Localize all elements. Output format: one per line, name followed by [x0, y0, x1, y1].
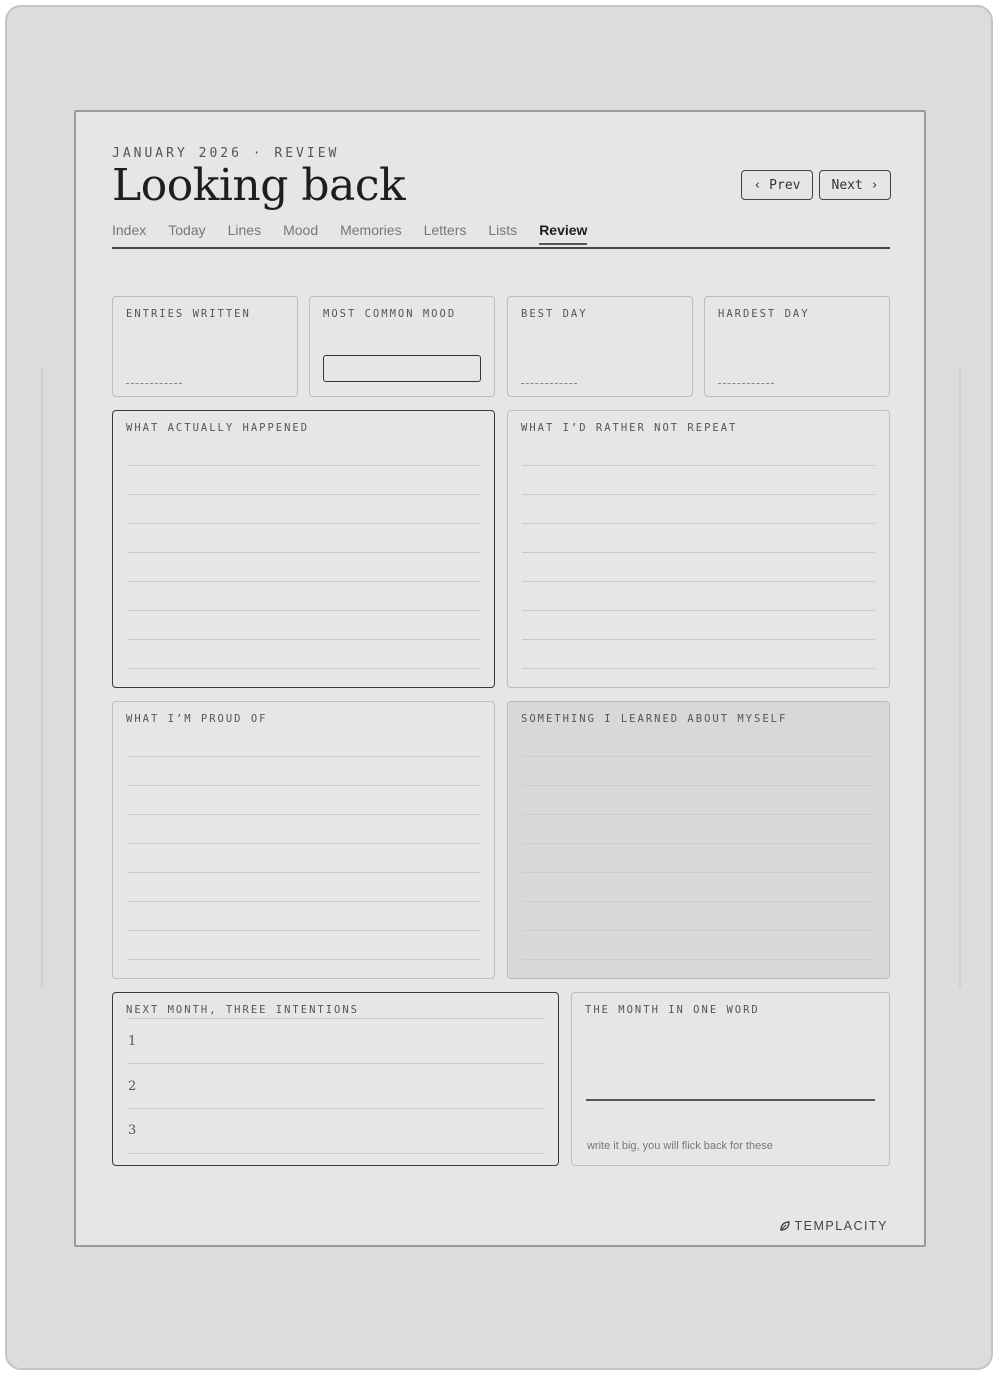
writing-line	[522, 901, 875, 902]
one-word-card[interactable]	[571, 992, 890, 1166]
writing-line	[522, 814, 875, 815]
writing-line	[127, 872, 480, 873]
stat-card-entries[interactable]	[112, 296, 298, 397]
intention-number-1: 1	[128, 1034, 137, 1049]
writing-line	[127, 959, 480, 960]
stat-label-hardest-day: HARDEST DAY	[718, 308, 810, 320]
writing-line	[127, 610, 480, 611]
entry-blank	[521, 383, 577, 384]
next-button[interactable]: Next ›	[819, 170, 891, 200]
writing-line	[127, 639, 480, 640]
page-eyebrow: JANUARY 2026 · REVIEW	[112, 146, 340, 161]
brand-name: TEMPLACITY	[794, 1219, 888, 1233]
writing-line	[522, 668, 875, 669]
writing-line	[127, 1018, 544, 1019]
prompt-label: WHAT I’M PROUD OF	[126, 713, 268, 725]
one-word-line	[586, 1099, 875, 1101]
stat-label-mood: MOST COMMON MOOD	[323, 308, 457, 320]
device-edge-left	[41, 367, 43, 987]
stat-label-best-day: BEST DAY	[521, 308, 588, 320]
stat-label-entries: ENTRIES WRITTEN	[126, 308, 251, 320]
writing-line	[522, 581, 875, 582]
writing-line	[522, 930, 875, 931]
writing-line	[127, 668, 480, 669]
tab-review[interactable]: Review	[539, 222, 587, 245]
tab-index[interactable]: Index	[112, 222, 147, 238]
intentions-label: NEXT MONTH, THREE INTENTIONS	[126, 1004, 360, 1016]
prompt-card-proud[interactable]	[112, 701, 495, 979]
stat-card-best-day[interactable]	[507, 296, 693, 397]
writing-line	[522, 756, 875, 757]
writing-line	[127, 1108, 544, 1109]
writing-line	[522, 785, 875, 786]
writing-line	[127, 756, 480, 757]
intention-number-3: 3	[128, 1123, 137, 1138]
tab-letters[interactable]: Letters	[423, 222, 467, 238]
prompt-card-not-repeat[interactable]	[507, 410, 890, 688]
writing-line	[522, 523, 875, 524]
mood-input-box[interactable]	[323, 355, 481, 382]
writing-line	[127, 930, 480, 931]
brand-logo	[779, 1219, 889, 1233]
stat-card-hardest-day[interactable]	[704, 296, 890, 397]
prompt-label: WHAT ACTUALLY HAPPENED	[126, 422, 310, 434]
writing-line	[522, 465, 875, 466]
writing-line	[127, 901, 480, 902]
prompt-label: SOMETHING I LEARNED ABOUT MYSELF	[521, 713, 788, 725]
tab-bar	[112, 222, 587, 245]
writing-line	[127, 814, 480, 815]
writing-line	[522, 959, 875, 960]
intentions-card[interactable]	[112, 992, 559, 1166]
writing-line	[127, 785, 480, 786]
writing-line	[127, 1153, 544, 1154]
stat-card-mood[interactable]	[309, 296, 495, 397]
writing-line	[522, 639, 875, 640]
page-title: Looking back	[112, 160, 406, 211]
tab-memories[interactable]: Memories	[340, 222, 402, 238]
writing-line	[127, 1063, 544, 1064]
tabs-divider	[112, 247, 890, 249]
writing-line	[522, 610, 875, 611]
writing-line	[522, 552, 875, 553]
one-word-hint: write it big, you will flick back for these	[587, 1140, 773, 1152]
entry-blank	[126, 383, 182, 384]
one-word-label: THE MONTH IN ONE WORD	[585, 1004, 760, 1016]
prompt-label: WHAT I’D RATHER NOT REPEAT	[521, 422, 738, 434]
writing-line	[522, 494, 875, 495]
leaf-icon	[779, 1220, 791, 1232]
device-edge-right	[959, 367, 961, 987]
prompt-card-happened[interactable]	[112, 410, 495, 688]
tab-today[interactable]: Today	[168, 222, 206, 238]
writing-line	[127, 581, 480, 582]
entry-blank	[718, 383, 774, 384]
writing-line	[127, 843, 480, 844]
tab-mood[interactable]: Mood	[283, 222, 319, 238]
writing-line	[127, 494, 480, 495]
writing-line	[127, 465, 480, 466]
writing-line	[522, 843, 875, 844]
prompt-card-learned[interactable]	[507, 701, 890, 979]
intention-number-2: 2	[128, 1079, 137, 1094]
prev-button[interactable]: ‹ Prev	[741, 170, 813, 200]
writing-line	[522, 872, 875, 873]
screen	[74, 110, 926, 1247]
writing-line	[127, 552, 480, 553]
tab-lines[interactable]: Lines	[227, 222, 262, 238]
tab-lists[interactable]: Lists	[488, 222, 518, 238]
writing-line	[127, 523, 480, 524]
